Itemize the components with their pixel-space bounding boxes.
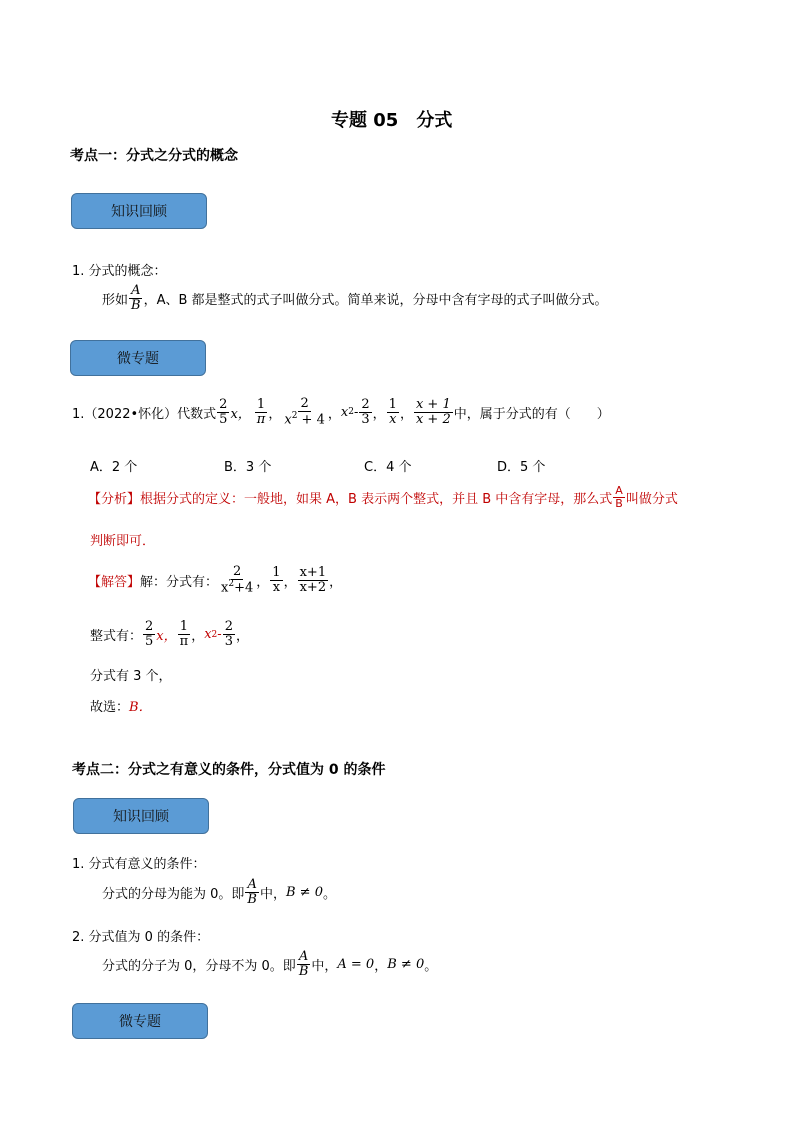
analysis-continued: 判断即可． <box>90 534 156 549</box>
page-title: 专题 05 分式 <box>331 110 453 131</box>
option-d[interactable]: D．5 个 <box>497 460 546 475</box>
question-1: 1.（2022•怀化）代数式 $\frac{2}{5}$ x， $\frac{1}{\pi}$ ， $\frac{2}{x^2 + 4}$ ， x 2 - $\frac{2}{3}$ ， $\frac{1}{x}$ ， $\frac{x + 1}{x + 2}$ 中，属于分式的有（ ） <box>72 396 610 428</box>
section-heading-1: 考点一：分式之分式的概念 <box>70 148 238 164</box>
concept-label: 1. 分式的概念： <box>72 264 167 279</box>
section-heading-2: 考点二：分式之有意义的条件，分式值为 0 的条件 <box>72 762 386 778</box>
integral-list: 整式有： $\frac{2}{5}$ x， $\frac{1}{\pi}$ ， x 2 - $\frac{2}{3}$ ， <box>90 619 249 650</box>
meaningful-condition-label: 1. 分式有意义的条件： <box>72 857 206 872</box>
choice-result: 故选： B． <box>90 700 152 715</box>
option-c[interactable]: C．4 个 <box>364 460 412 475</box>
badge-knowledge-review-2: 知识回顾 <box>73 798 209 834</box>
answer: 【解答】 解：分式有： $\frac{2}{x^2+4}$ ， $\frac{1}{x}$ ， $\frac{x+1}{x+2}$ ， <box>88 564 343 596</box>
zero-condition-label: 2. 分式值为 0 的条件： <box>72 930 210 945</box>
badge-knowledge-review-1: 知识回顾 <box>71 193 207 229</box>
badge-micro-topic-2: 微专题 <box>72 1003 208 1039</box>
concept-definition: 形如 $\frac{A}{B}$ ，A、B 都是整式的式子叫做分式。简单来说，分母中含有字母的式子叫做分式。 <box>102 283 608 314</box>
meaningful-condition-text: 分式的分母为能为 0。即 $\frac{A}{B}$ 中， B ≠ 0 。 <box>102 877 336 908</box>
zero-condition-text: 分式的分子为 0，分母不为 0。即 $\frac{A}{B}$ 中， A = 0 ， B ≠ 0 。 <box>102 949 438 980</box>
fraction-A-over-B: $\frac{A}{B}$ <box>131 283 141 314</box>
option-a[interactable]: A．2 个 <box>90 460 138 475</box>
analysis: 【分析】 根据分式的定义：一般地，如果 A，B 表示两个整式，并且 B 中含有字母，那么式 $\frac{A}{B}$ 叫做分式 <box>88 484 678 511</box>
count-text: 分式有 3 个， <box>90 669 172 684</box>
badge-micro-topic-1: 微专题 <box>70 340 206 376</box>
option-b[interactable]: B．3 个 <box>224 460 272 475</box>
